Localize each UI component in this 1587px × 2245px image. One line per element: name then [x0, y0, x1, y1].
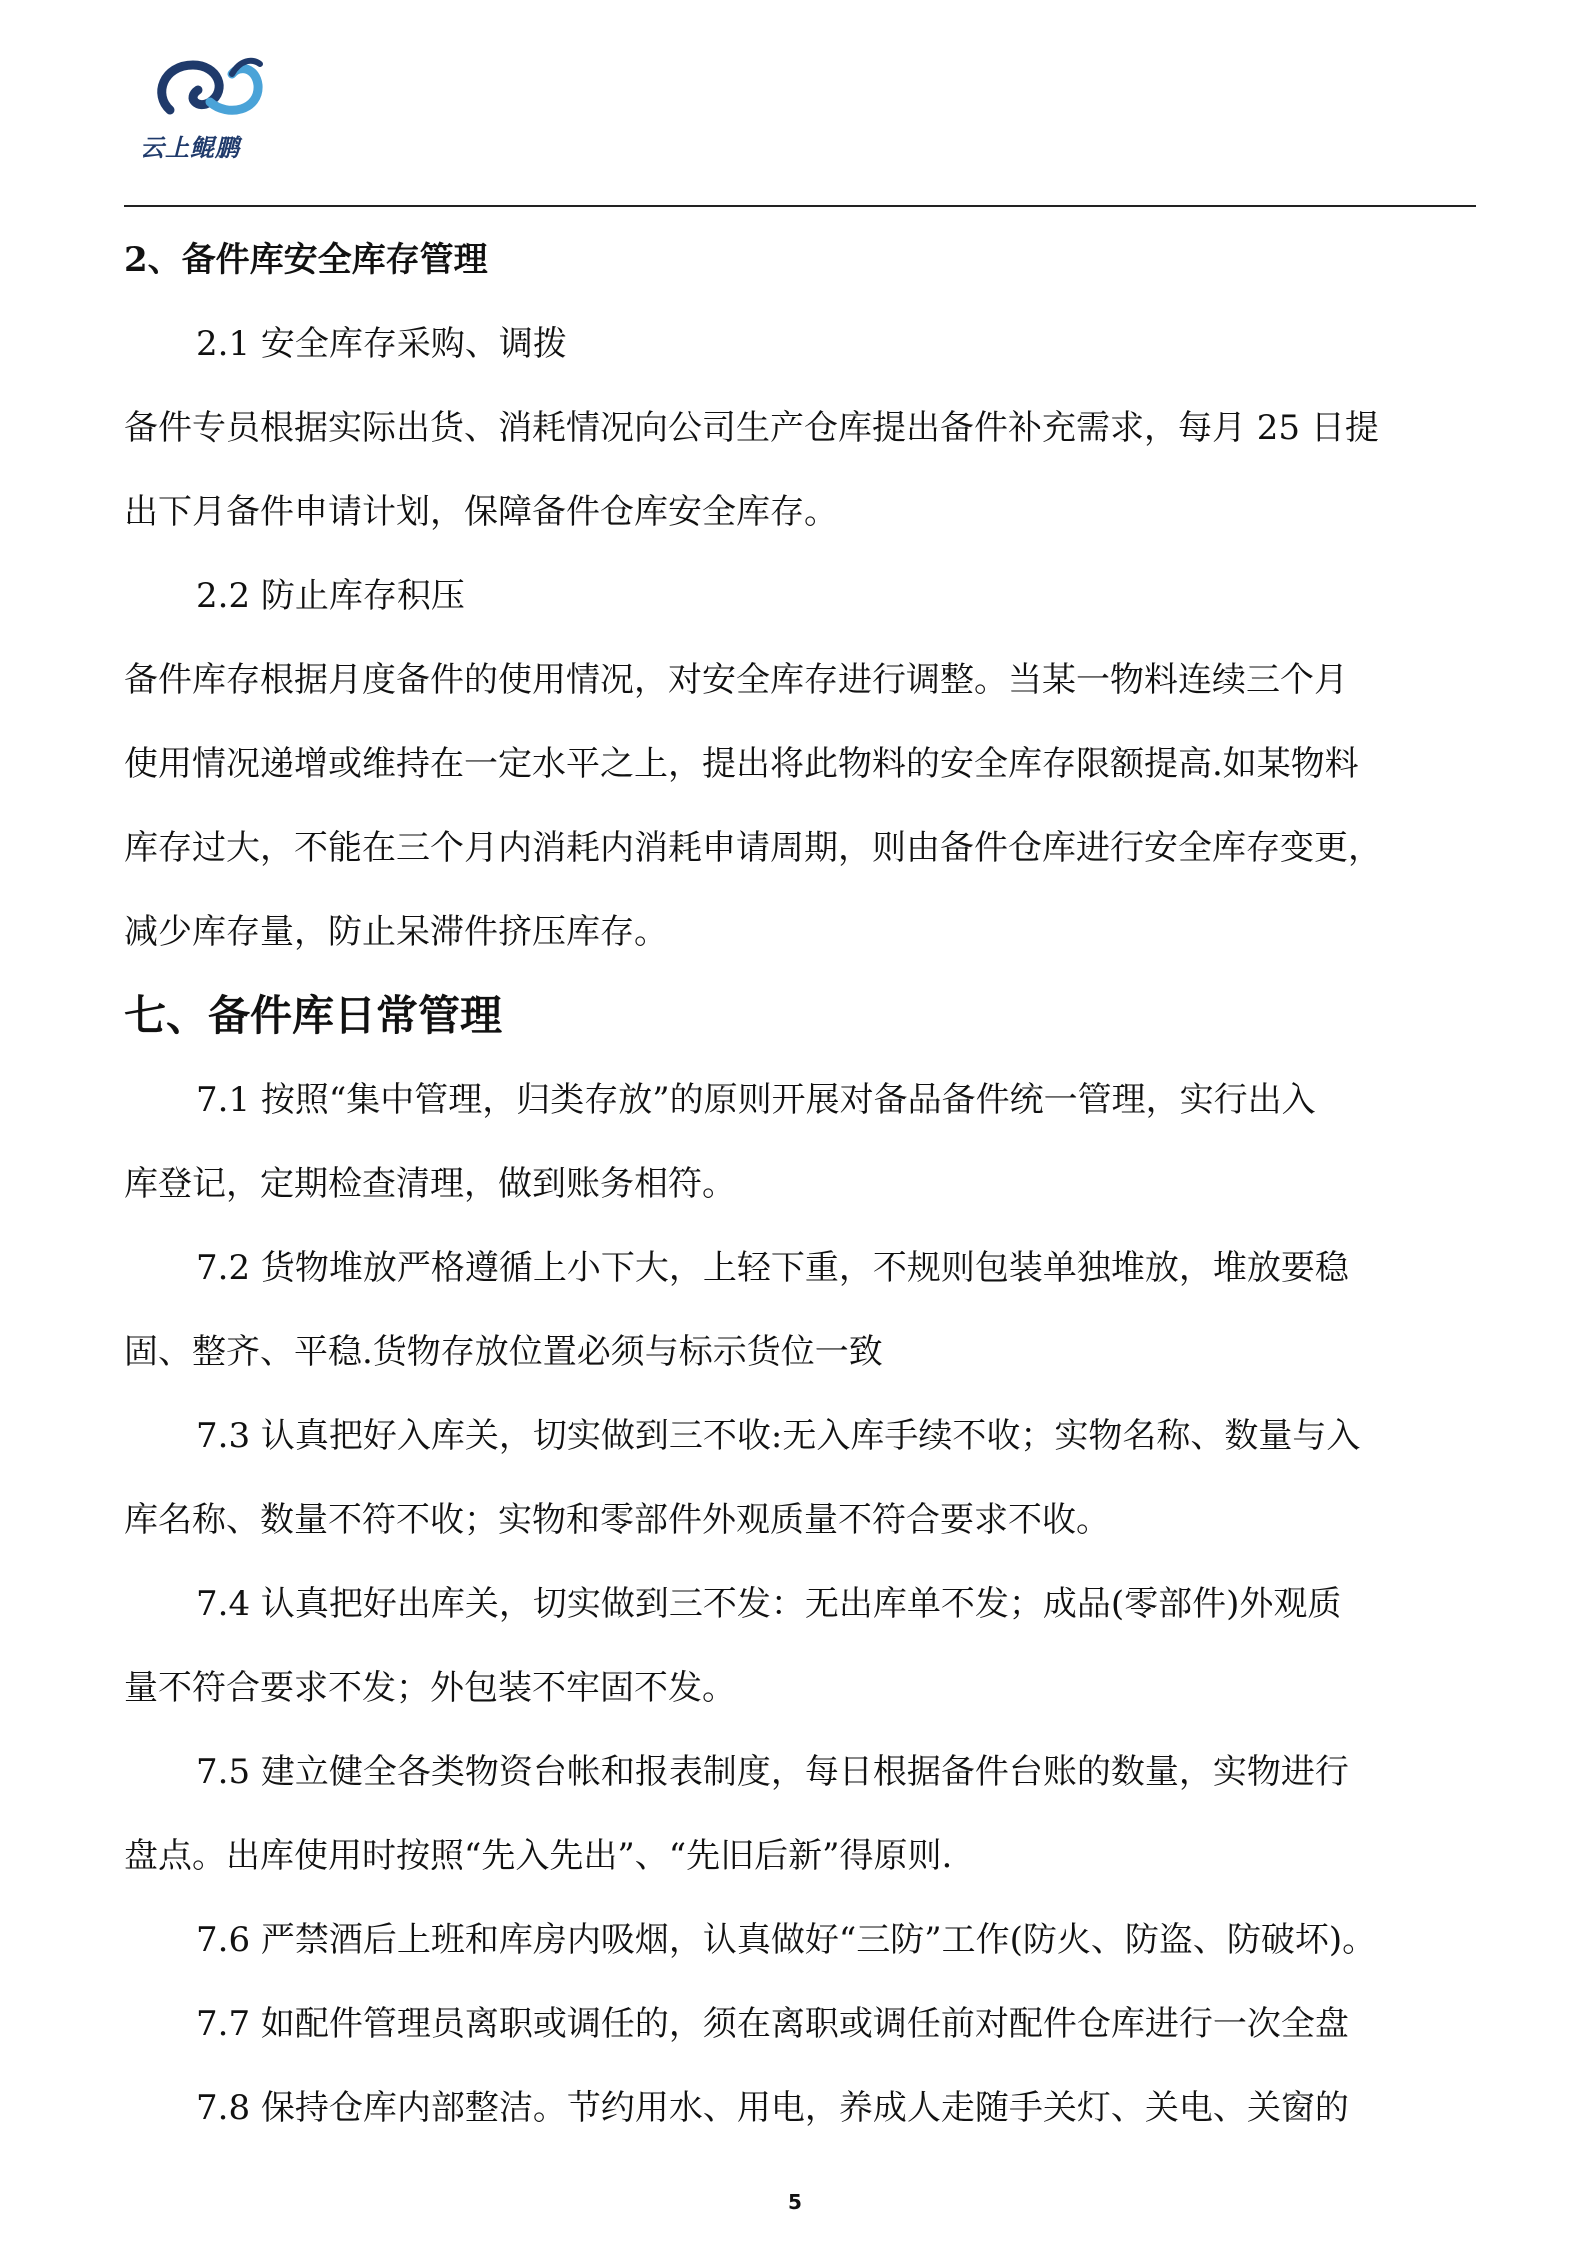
paragraph-line: 7.6 严禁酒后上班和库房内吸烟，认真做好“三防”工作(防火、防盗、防破坏)。 — [196, 1920, 1377, 1960]
logo-text: 云上鲲鹏 — [140, 134, 240, 162]
chapter-heading: 七、备件库日常管理 — [124, 991, 503, 1040]
logo-swirl-icon — [148, 40, 278, 135]
paragraph-line: 库存过大，不能在三个月内消耗内消耗申请周期，则由备件仓库进行安全库存变更， — [124, 828, 1382, 868]
paragraph-line: 7.1 按照“集中管理，归类存放”的原则开展对备品备件统一管理，实行出入 — [196, 1080, 1316, 1120]
subsection-heading: 2.1 安全库存采购、调拨 — [196, 324, 567, 364]
page-number: 5 — [788, 2190, 802, 2214]
paragraph-line: 库登记，定期检查清理，做到账务相符。 — [124, 1164, 736, 1204]
paragraph-line: 7.3 认真把好入库关，切实做到三不收:无入库手续不收；实物名称、数量与入 — [196, 1416, 1361, 1456]
paragraph-line: 7.7 如配件管理员离职或调任的，须在离职或调任前对配件仓库进行一次全盘 — [196, 2004, 1349, 2044]
subsection-heading: 2.2 防止库存积压 — [196, 576, 465, 616]
paragraph-line: 备件库存根据月度备件的使用情况，对安全库存进行调整。当某一物料连续三个月 — [124, 660, 1348, 700]
paragraph-line: 使用情况递增或维持在一定水平之上，提出将此物料的安全库存限额提高.如某物料 — [124, 744, 1359, 784]
document-body — [124, 218, 1476, 2150]
paragraph-line: 7.4 认真把好出库关，切实做到三不发：无出库单不发；成品(零部件)外观质 — [196, 1584, 1342, 1624]
paragraph-line: 7.8 保持仓库内部整洁。节约用水、用电，养成人走随手关灯、关电、关窗的 — [196, 2088, 1349, 2128]
paragraph-line: 固、整齐、平稳.货物存放位置必须与标示货位一致 — [124, 1332, 883, 1372]
paragraph-line: 量不符合要求不发；外包装不牢固不发。 — [124, 1668, 736, 1708]
paragraph-line: 7.2 货物堆放严格遵循上小下大，上轻下重，不规则包装单独堆放，堆放要稳 — [196, 1248, 1349, 1288]
paragraph-line: 盘点。出库使用时按照“先入先出”、“先旧后新”得原则. — [124, 1836, 953, 1876]
paragraph-line: 库名称、数量不符不收；实物和零部件外观质量不符合要求不收。 — [124, 1500, 1110, 1540]
paragraph-line: 出下月备件申请计划，保障备件仓库安全库存。 — [124, 492, 838, 532]
paragraph-line: 减少库存量，防止呆滞件挤压库存。 — [124, 912, 668, 952]
paragraph-line: 7.5 建立健全各类物资台帐和报表制度，每日根据备件台账的数量，实物进行 — [196, 1752, 1349, 1792]
paragraph-line: 备件专员根据实际出货、消耗情况向公司生产仓库提出备件补充需求，每月 25 日提 — [124, 408, 1379, 448]
header-rule — [124, 205, 1476, 207]
section-heading: 2、备件库安全库存管理 — [124, 240, 488, 280]
